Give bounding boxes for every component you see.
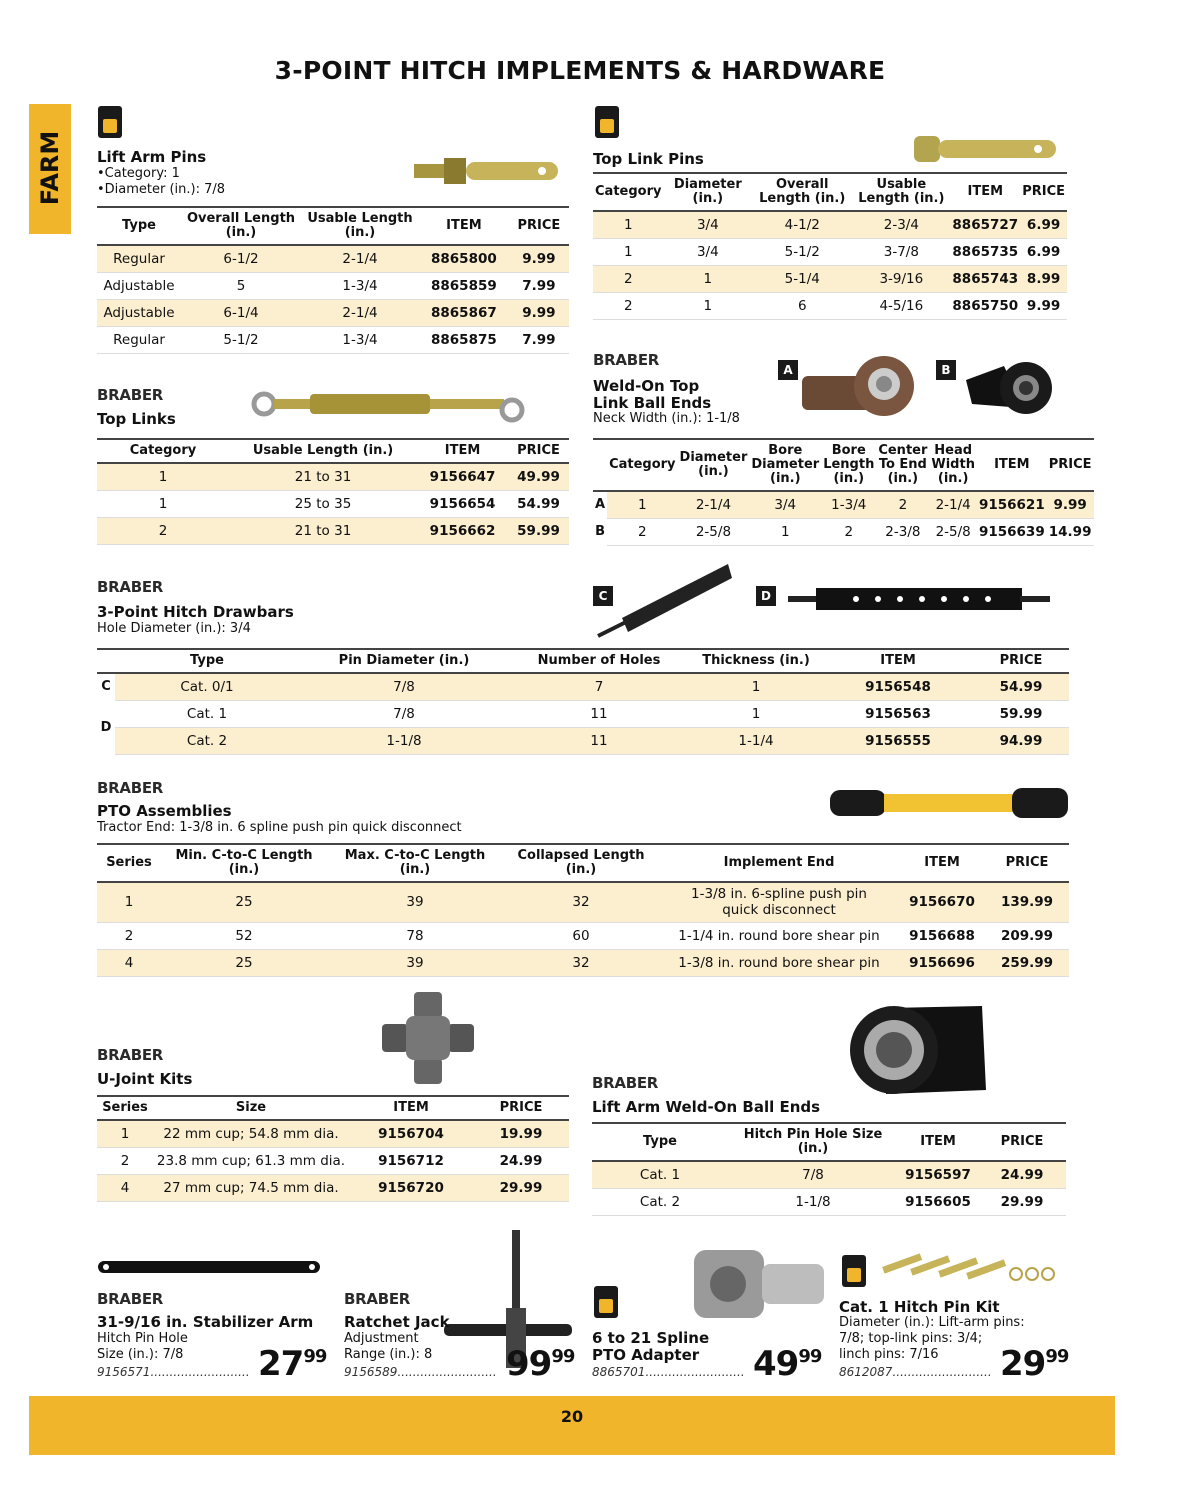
braber-logo: BRABER bbox=[97, 386, 164, 404]
table-row: D Cat. 1 7/8 11 1 9156563 59.99 bbox=[97, 700, 1069, 727]
braber-logo: BRABER bbox=[344, 1290, 411, 1308]
table-row: 2 1 5-1/4 3-9/16 8865743 8.99 bbox=[593, 265, 1067, 292]
table-row: Cat. 2 1-1/8 11 1-1/4 9156555 94.99 bbox=[97, 727, 1069, 754]
spec: Size (in.): 7/8 bbox=[97, 1347, 184, 1362]
pto-adapter-image bbox=[692, 1244, 826, 1324]
table-row: 2 52 78 60 1-1/4 in. round bore shear pin 9156688 209.99 bbox=[97, 922, 1069, 949]
drawbars-title: 3-Point Hitch Drawbars bbox=[97, 603, 294, 621]
table-row: Regular 6-1/2 2-1/4 8865800 9.99 bbox=[97, 245, 569, 272]
ball-end-b-image bbox=[964, 360, 1060, 416]
table-row: 4 27 mm cup; 74.5 mm dia. 9156720 29.99 bbox=[97, 1174, 569, 1201]
spec: Adjustment bbox=[344, 1331, 419, 1346]
spec: Diameter (in.): Lift-arm pins: bbox=[839, 1315, 1025, 1330]
price: $99^{99}$ bbox=[506, 1344, 575, 1384]
drawbars-table: Type Pin Diameter (in.) Number of Holes Thickness (in.) ITEM PRICE C Cat. 0/1 7/8 7 1 9156548 54.99 D Cat. 1 7/8 11 1 9156563 59.99 Cat. 2 1-1/8 11 1-1/4 9156555 94.99 bbox=[97, 648, 1069, 755]
top-link-pins-table: Category Diameter (in.) Overall Length (in.) Usable Length (in.) ITEM PRICE 1 3/4 4-1/2 2-3/4 8865727 6.99 1 3/4 5-1/2 3-7/8 8865735 6.99 2 1 5-1/4 3-9/16 8865743 8.99 2 1 6 4-5/16 8865750 9.99 bbox=[593, 172, 1067, 320]
power-fist-logo bbox=[98, 106, 122, 138]
product-title: PTO Adapter bbox=[592, 1346, 700, 1364]
spec: 7/8; top-link pins: 3/4; bbox=[839, 1331, 983, 1346]
product-title: Cat. 1 Hitch Pin Kit bbox=[839, 1298, 1000, 1316]
hitch-pin-kit-image bbox=[880, 1240, 1064, 1286]
item-number: 9156589.......................... bbox=[344, 1365, 497, 1379]
item-number: 9156571.......................... bbox=[97, 1365, 250, 1379]
label-a: A bbox=[778, 360, 798, 380]
spec: Range (in.): 8 bbox=[344, 1347, 433, 1362]
braber-logo: BRABER bbox=[97, 1046, 164, 1064]
lift-arm-ball-image bbox=[846, 1000, 990, 1100]
power-fist-logo bbox=[594, 1286, 618, 1318]
table-row: 1 3/4 4-1/2 2-3/4 8865727 6.99 bbox=[593, 211, 1067, 238]
spec: •Diameter (in.): 7/8 bbox=[97, 182, 226, 197]
page-number: 20 bbox=[560, 1407, 584, 1426]
lift-arm-pin-image bbox=[412, 152, 560, 192]
spec: Hole Diameter (in.): 3/4 bbox=[97, 621, 251, 636]
table-row: Regular 5-1/2 1-3/4 8865875 7.99 bbox=[97, 326, 569, 353]
table-row: Adjustable 5 1-3/4 8865859 7.99 bbox=[97, 272, 569, 299]
table-row: 1 3/4 5-1/2 3-7/8 8865735 6.99 bbox=[593, 238, 1067, 265]
label-c: C bbox=[593, 586, 613, 606]
page-title: 3-POINT HITCH IMPLEMENTS & HARDWARE bbox=[274, 56, 886, 85]
top-link-pin-image bbox=[912, 130, 1058, 166]
table-row: 4 25 39 32 1-3/8 in. round bore shear pin 9156696 259.99 bbox=[97, 949, 1069, 976]
side-tab: FARM bbox=[29, 104, 71, 234]
item-number: 8612087.......................... bbox=[839, 1365, 992, 1379]
spec: linch pins: 7/16 bbox=[839, 1347, 939, 1362]
label-d: D bbox=[756, 586, 776, 606]
table-row: 2 23.8 mm cup; 61.3 mm dia. 9156712 24.99 bbox=[97, 1147, 569, 1174]
product-title: Ratchet Jack bbox=[344, 1313, 450, 1331]
page-footer bbox=[29, 1396, 1115, 1455]
table-row: 1 22 mm cup; 54.8 mm dia. 9156704 19.99 bbox=[97, 1120, 569, 1147]
price: $49^{99}$ bbox=[753, 1344, 822, 1384]
lift-arm-pins-table: Type Overall Length (in.) Usable Length (in.) ITEM PRICE Regular 6-1/2 2-1/4 8865800 9.99 Adjustable 5 1-3/4 8865859 7.99 Adjustable 6-1/4 2-1/4 8865867 9.99 Regular 5-1/2 1-3/4 8865875 7.99 bbox=[97, 206, 569, 354]
top-links-title: Top Links bbox=[97, 410, 176, 428]
drawbar-d-image bbox=[786, 586, 1052, 612]
price: $27^{99}$ bbox=[258, 1344, 327, 1384]
top-link-image bbox=[250, 384, 526, 426]
pto-table: Series Min. C-to-C Length (in.) Max. C-to-C Length (in.) Collapsed Length (in.) Implement End ITEM PRICE 1 25 39 32 1-3/8 in. 6-spline push pin quick disconnect 9156670 139.99 2 52 78 60 1-1/4 in. round bore shear pin 9156688 209.99 4 25 39 32 1-3/8 in. round bore shear pin 9156696 259.99 bbox=[97, 843, 1069, 977]
top-link-pins-title: Top Link Pins bbox=[593, 150, 704, 168]
product-title: 6 to 21 Spline bbox=[592, 1329, 710, 1347]
table-row: 1 25 to 35 9156654 54.99 bbox=[97, 490, 569, 517]
braber-logo: BRABER bbox=[97, 578, 164, 596]
ball-end-a-image bbox=[800, 354, 924, 420]
table-row: C Cat. 0/1 7/8 7 1 9156548 54.99 bbox=[97, 673, 1069, 700]
table-row: 1 21 to 31 9156647 49.99 bbox=[97, 463, 569, 490]
braber-logo: BRABER bbox=[97, 1290, 164, 1308]
lift-ball-table: Type Hitch Pin Hole Size (in.) ITEM PRICE Cat. 1 7/8 9156597 24.99 Cat. 2 1-1/8 9156605 29.99 bbox=[592, 1122, 1066, 1216]
power-fist-logo bbox=[595, 106, 619, 138]
table-row: 2 21 to 31 9156662 59.99 bbox=[97, 517, 569, 544]
braber-logo: BRABER bbox=[593, 351, 660, 369]
spec: Tractor End: 1-3/8 in. 6 spline push pin quick disconnect bbox=[97, 820, 462, 835]
lift-ball-title: Lift Arm Weld-On Ball Ends bbox=[592, 1098, 821, 1116]
price: $29^{99}$ bbox=[1000, 1344, 1069, 1384]
ball-ends-title: Weld-On Top bbox=[593, 377, 700, 395]
product-title: 31-9/16 in. Stabilizer Arm bbox=[97, 1313, 314, 1331]
ball-ends-table: Category Diameter (in.) Bore Diameter (in.) Bore Length (in.) Center To End (in.) Head Width (in.) ITEM PRICE A 1 2-1/4 3/4 1-3/4 2 2-1/4 9156621 9.99 B 2 2-5/8 1 2 2-3/8 2-5/8 9156639 14.99 bbox=[593, 438, 1094, 546]
braber-logo: BRABER bbox=[592, 1074, 659, 1092]
ujoint-table: Series Size ITEM PRICE 1 22 mm cup; 54.8 mm dia. 9156704 19.99 2 23.8 mm cup; 61.3 mm dia. 9156712 24.99 4 27 mm cup; 74.5 mm dia. 9156720 29.99 bbox=[97, 1095, 569, 1202]
spec: •Category: 1 bbox=[97, 166, 180, 181]
u-joint-image bbox=[380, 990, 476, 1086]
label-b: B bbox=[936, 360, 956, 380]
top-links-table: Category Usable Length (in.) ITEM PRICE 1 21 to 31 9156647 49.99 1 25 to 35 9156654 54.99 2 21 to 31 9156662 59.99 bbox=[97, 438, 569, 545]
pto-title: PTO Assemblies bbox=[97, 802, 232, 820]
table-row: 2 1 6 4-5/16 8865750 9.99 bbox=[593, 292, 1067, 319]
ujoint-title: U-Joint Kits bbox=[97, 1070, 193, 1088]
ball-ends-title: Link Ball Ends bbox=[593, 394, 712, 412]
table-row: A 1 2-1/4 3/4 1-3/4 2 2-1/4 9156621 9.99 bbox=[593, 491, 1094, 518]
spec: Neck Width (in.): 1-1/8 bbox=[593, 411, 740, 426]
pto-image bbox=[826, 774, 1072, 830]
drawbar-c-image bbox=[592, 560, 734, 642]
power-fist-logo bbox=[842, 1255, 866, 1287]
stabilizer-arm-image bbox=[96, 1258, 322, 1276]
table-row: Adjustable 6-1/4 2-1/4 8865867 9.99 bbox=[97, 299, 569, 326]
braber-logo: BRABER bbox=[97, 779, 164, 797]
lift-arm-pins-title: Lift Arm Pins bbox=[97, 148, 207, 166]
spec: Hitch Pin Hole bbox=[97, 1331, 188, 1346]
item-number: 8865701.......................... bbox=[592, 1365, 745, 1379]
table-row: B 2 2-5/8 1 2 2-3/8 2-5/8 9156639 14.99 bbox=[593, 518, 1094, 545]
table-row: Cat. 1 7/8 9156597 24.99 bbox=[592, 1161, 1066, 1188]
table-row: Cat. 2 1-1/8 9156605 29.99 bbox=[592, 1188, 1066, 1215]
table-row: 1 25 39 32 1-3/8 in. 6-spline push pin quick disconnect 9156670 139.99 bbox=[97, 882, 1069, 922]
